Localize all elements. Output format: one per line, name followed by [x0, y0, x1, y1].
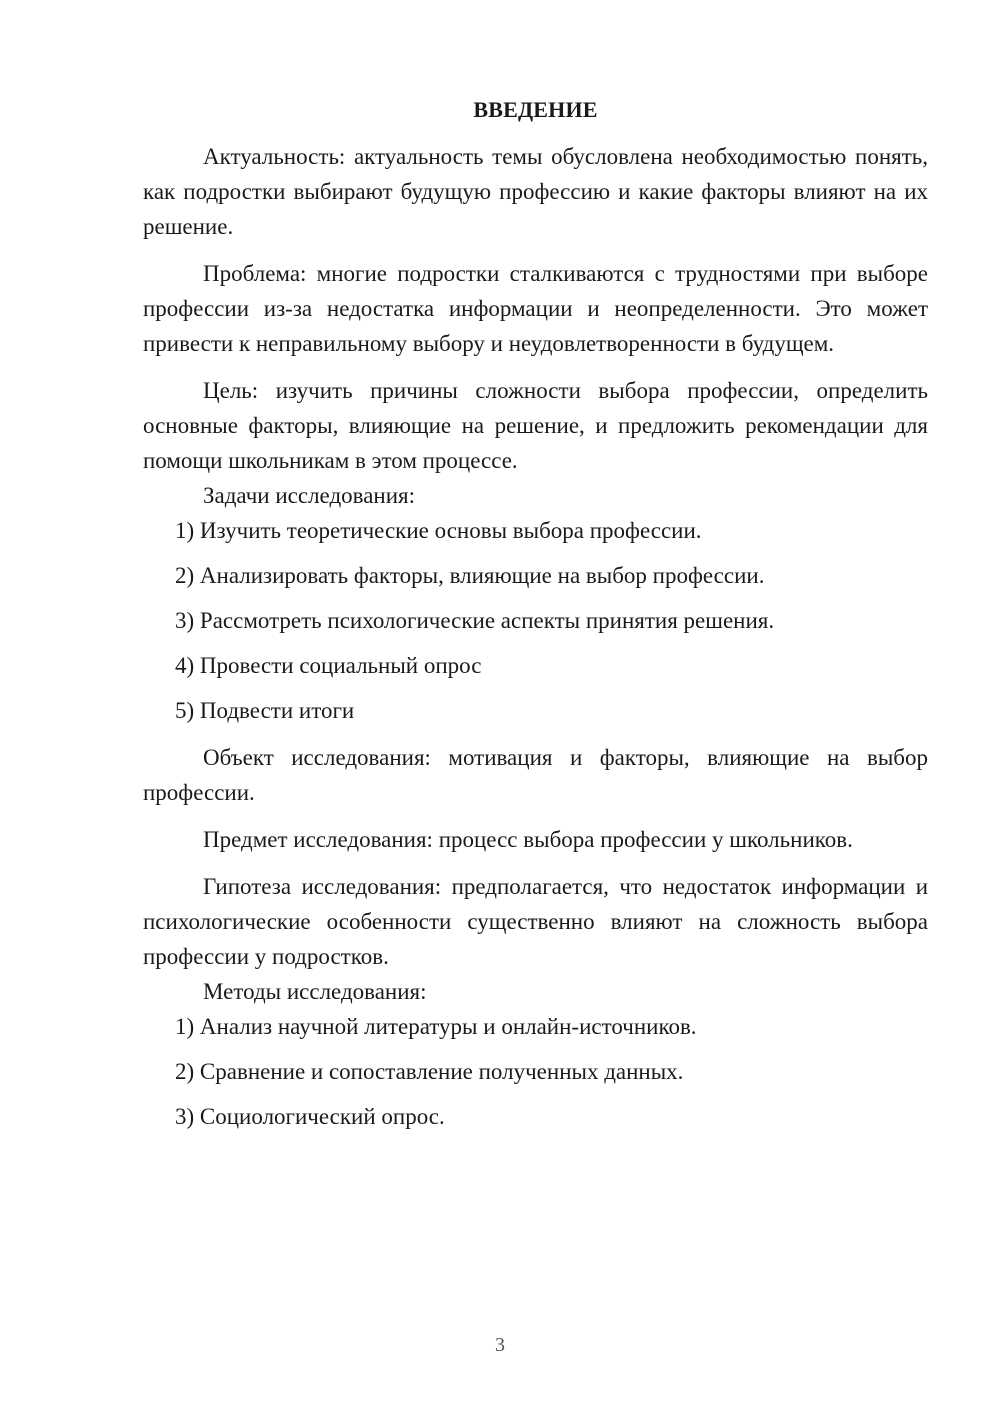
document-title: ВВЕДЕНИЕ: [473, 97, 598, 122]
tasks-heading: Задачи исследования:: [203, 483, 416, 508]
hypothesis-paragraph: Гипотеза исследования: предполагается, что недостаток информации и психологические особенности существенно влияют на сложность выбора профессии у подростков.: [143, 874, 928, 969]
list-item: 4) Провести социальный опрос: [175, 653, 482, 678]
methods-heading: Методы исследования:: [203, 979, 427, 1004]
goal-paragraph: Цель: изучить причины сложности выбора профессии, определить основные факторы, влияющие на решение, и предложить рекомендации для помощи школьникам в этом процессе.: [143, 378, 928, 473]
document-page: [143, 92, 928, 1134]
list-item: 1) Анализ научной литературы и онлайн-источников.: [175, 1014, 697, 1039]
list-item: 3) Рассмотреть психологические аспекты принятия решения.: [175, 608, 775, 633]
list-item: 2) Анализировать факторы, влияющие на выбор профессии.: [175, 563, 765, 588]
subject-paragraph: Предмет исследования: процесс выбора профессии у школьников.: [203, 827, 853, 852]
relevance-paragraph: Актуальность: актуальность темы обусловлена необходимостью понять, как подростки выбирают будущую профессию и какие факторы влияют на их решение.: [143, 144, 928, 239]
list-item: 3) Социологический опрос.: [175, 1104, 445, 1129]
list-item: 2) Сравнение и сопоставление полученных данных.: [175, 1059, 684, 1084]
problem-paragraph: Проблема: многие подростки сталкиваются с трудностями при выборе профессии из-за недостатка информации и неопределенности. Это может привести к неправильному выбору и неудовлетворенности в будущем.: [143, 261, 928, 356]
page-number: 3: [495, 1334, 505, 1356]
list-item: 1) Изучить теоретические основы выбора профессии.: [175, 518, 702, 543]
object-paragraph: Объект исследования: мотивация и факторы, влияющие на выбор профессии.: [143, 745, 928, 805]
tasks-list: [143, 513, 928, 728]
list-item: 5) Подвести итоги: [175, 698, 355, 723]
methods-list: [143, 1009, 928, 1134]
